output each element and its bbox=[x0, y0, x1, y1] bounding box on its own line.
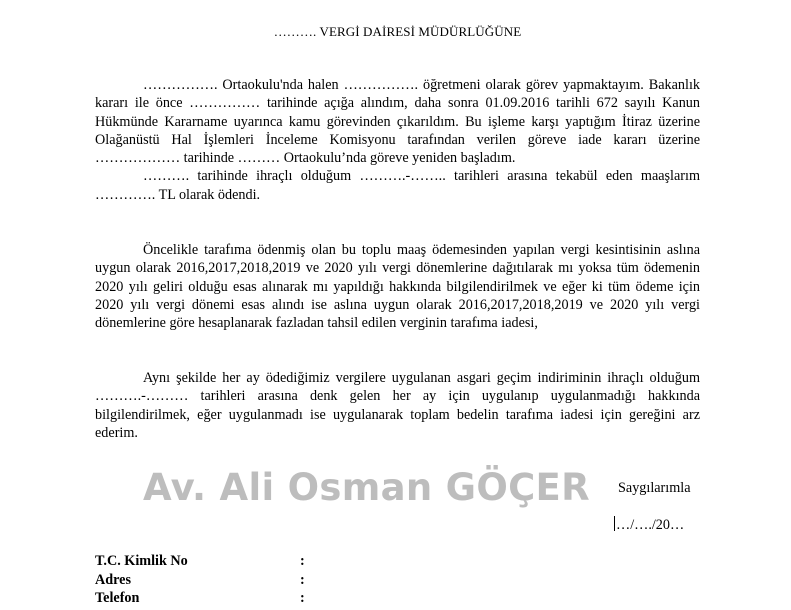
info-label: T.C. Kimlik No bbox=[95, 553, 188, 569]
info-separator: : bbox=[300, 590, 305, 607]
info-label: Adres bbox=[95, 571, 131, 588]
document-heading: ………. VERGİ DAİRESİ MÜDÜRLÜĞÜNE bbox=[273, 24, 522, 39]
author-watermark: Av. Ali Osman GÖÇER bbox=[143, 466, 590, 509]
info-row-tc-kimlik bbox=[95, 552, 315, 571]
paragraph-employment bbox=[95, 76, 700, 204]
paragraph-line: Aynı şekilde her ay ödediğimiz vergilere uygulanan asgari geçim indiriminin ihraçlı olduğum ……….-……… tarihleri arasına denk gelen her ay için uygulanıp uygulanmadığı hakkında bilgilendirilmek, eğer uygulanmadı ise uygulanarak toplam bedelin tarafıma iadesi için gereğini arz ederim. bbox=[95, 370, 700, 441]
closing-salutation: Saygılarımla bbox=[618, 480, 691, 496]
info-separator: : bbox=[300, 571, 305, 588]
date-line[interactable] bbox=[614, 516, 684, 534]
paragraph-line: ……………. Ortaokulu'nda halen ……………. öğretmeni olarak görev yapmaktayım. Bakanlık kararı ile önce …………… tarihinde açığa alındım, daha sonra 01.09.2016 tarihli 672 sayılı Kanun Hükmünde Kararname uyarınca kamu görevinden çıkarıldım. Bu işleme karşı yaptığım İtiraz üzerine Olağanüstü Hal İşlemleri İnceleme Komisyonu tarafından verilen göreve iade kararı üzerine ……………… tarihinde ……… Ortaokulu’nda göreve yeniden başladım. bbox=[95, 77, 700, 167]
text-cursor bbox=[614, 516, 615, 531]
info-label: Telefon bbox=[95, 590, 140, 607]
paragraph-line: ………. tarihinde ihraçlı olduğum ……….-…….. tarihleri arasına tekabül eden maaşlarım …………. TL olarak ödendi. bbox=[95, 168, 700, 203]
paragraph-tax-request bbox=[95, 241, 700, 332]
info-separator: : bbox=[300, 553, 305, 569]
info-row-telefon bbox=[95, 589, 315, 608]
personal-info-block bbox=[95, 552, 315, 608]
info-row-adres bbox=[95, 571, 315, 590]
paragraph-line: Öncelikle tarafıma ödenmiş olan bu toplu maaş ödemesinden yapılan vergi kesintisinin aslına uygun olarak 2016,2017,2018,2019 ve 2020 yılı vergi dönemlerine dağıtılarak mı yoksa tüm ödemenin 2020 yılı geliri olduğu esas alınarak mı yapıldığı hakkında bilgilendirilmek ve eğer ki tüm ödeme için 2020 yılı vergi dönemi esas alındı ise aslına uygun olarak 2016,2017,2018,2019 ve 2020 yılı vergi dönemlerine göre hesaplanarak fazladan tahsil edilen verginin tarafıma iadesi, bbox=[95, 242, 700, 332]
date-placeholder: …/…./20… bbox=[616, 517, 685, 533]
paragraph-deduction-request bbox=[95, 369, 700, 442]
